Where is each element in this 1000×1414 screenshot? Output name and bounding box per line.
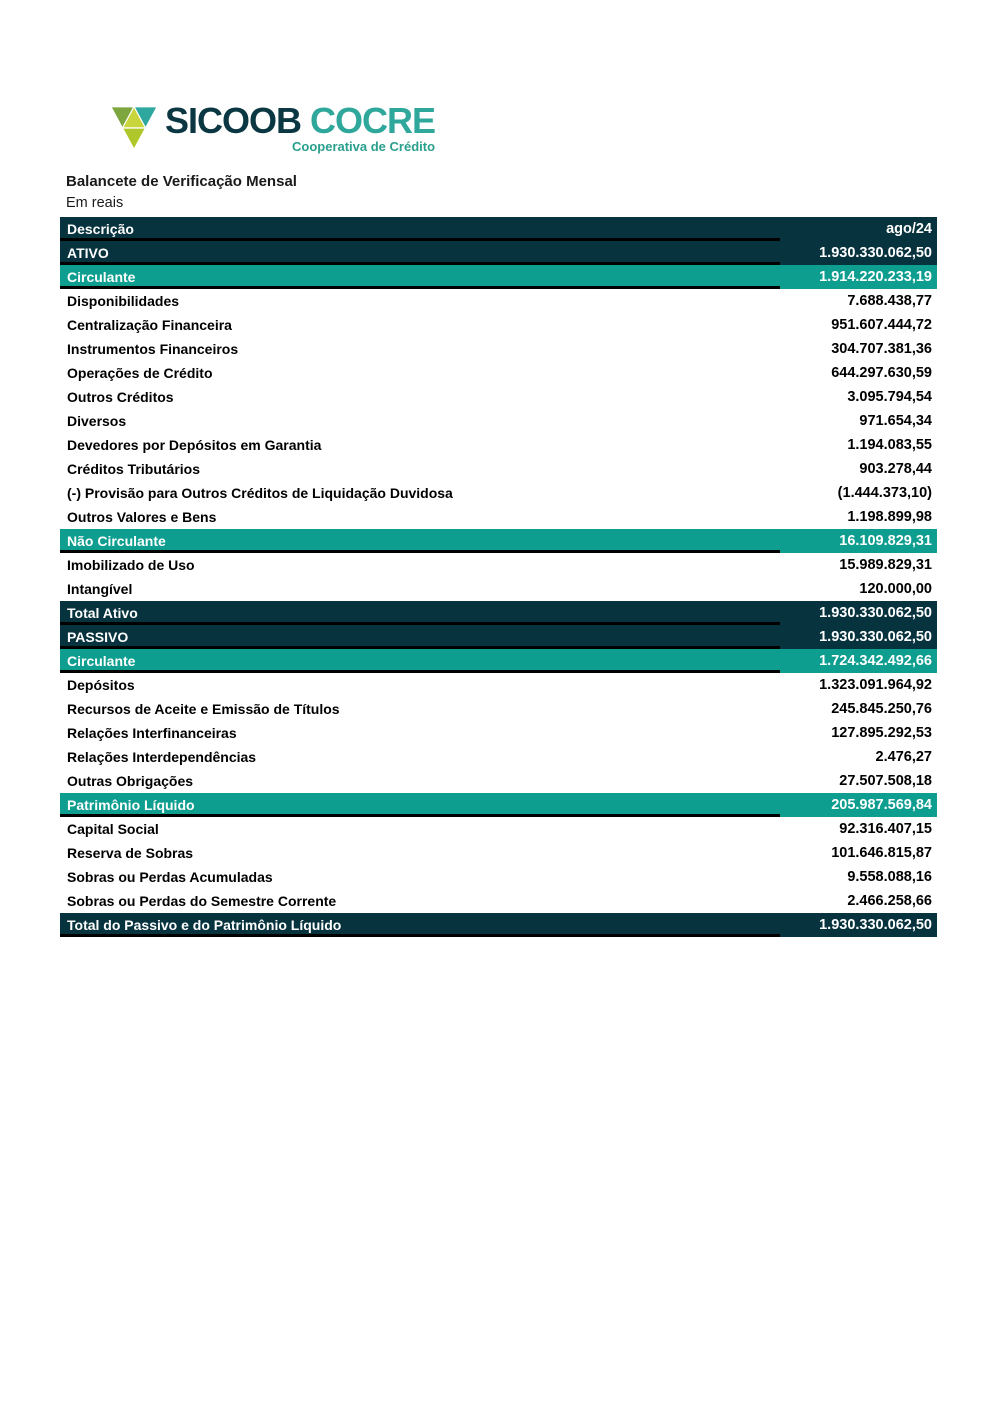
- table-row: [60, 457, 937, 481]
- row-label: Devedores por Depósitos em Garantia: [67, 437, 322, 453]
- row-value: 1.914.220.233,19: [819, 269, 932, 285]
- table-row: [60, 481, 937, 505]
- row-value: 27.507.508,18: [839, 773, 932, 789]
- row-value: 127.895.292,53: [831, 725, 932, 741]
- row-label: ATIVO: [60, 241, 780, 265]
- row-label: Outros Créditos: [67, 389, 174, 405]
- row-value: 1.194.083,55: [847, 437, 932, 453]
- row-label: Diversos: [67, 413, 127, 429]
- row-value: 1.930.330.062,50: [819, 629, 932, 645]
- table-row: [60, 601, 937, 625]
- row-value: 304.707.381,36: [831, 341, 932, 357]
- row-value: 1.930.330.062,50: [819, 917, 932, 933]
- row-label: Circulante: [60, 265, 780, 289]
- table-row: [60, 817, 937, 841]
- table-row: [60, 337, 937, 361]
- row-label: Intangível: [67, 581, 133, 597]
- row-value: 120.000,00: [859, 581, 932, 597]
- row-value: 3.095.794,54: [847, 389, 932, 405]
- row-value: 644.297.630,59: [831, 365, 932, 381]
- row-value: 1.930.330.062,50: [819, 245, 932, 261]
- document-title: Balancete de Verificação Mensal: [66, 173, 297, 190]
- table-row: [60, 361, 937, 385]
- row-value: 1.930.330.062,50: [819, 605, 932, 621]
- brand-tagline: Cooperativa de Crédito: [292, 139, 436, 154]
- row-value: 92.316.407,15: [839, 821, 932, 837]
- table-row: [60, 793, 937, 817]
- row-label: Imobilizado de Uso: [67, 557, 195, 573]
- brand-name-primary: SICOOB: [165, 100, 302, 141]
- balance-table: [60, 217, 937, 937]
- table-row: [60, 721, 937, 745]
- table-row: [60, 529, 937, 553]
- brand-name-secondary: COCRE: [310, 100, 436, 141]
- row-label: Instrumentos Financeiros: [67, 341, 239, 357]
- table-row: [60, 913, 937, 937]
- row-value: 7.688.438,77: [847, 293, 932, 309]
- table-row: [60, 649, 937, 673]
- header-period-cell: ago/24: [886, 221, 932, 237]
- row-value: 1.198.899,98: [847, 509, 932, 525]
- row-label: Total Ativo: [60, 601, 780, 625]
- row-value: 951.607.444,72: [831, 317, 932, 333]
- row-label: Outros Valores e Bens: [67, 509, 217, 525]
- row-label: Outras Obrigações: [67, 773, 194, 789]
- table-row: [60, 265, 937, 289]
- row-label: Créditos Tributários: [67, 461, 201, 477]
- table-row: [60, 889, 937, 913]
- table-row: [60, 625, 937, 649]
- row-value: 101.646.815,87: [831, 845, 932, 861]
- table-row: [60, 241, 937, 265]
- table-row: [60, 769, 937, 793]
- row-value: 1.323.091.964,92: [819, 677, 932, 693]
- document-unit-note: Em reais: [66, 195, 124, 211]
- row-label: Relações Interdependências: [67, 749, 257, 765]
- balance-table-rows: [60, 241, 937, 937]
- row-value: 971.654,34: [859, 413, 932, 429]
- row-label: Sobras ou Perdas do Semestre Corrente: [67, 893, 337, 909]
- row-label: Não Circulante: [60, 529, 780, 553]
- logo-text: [165, 100, 436, 154]
- row-value: 9.558.088,16: [847, 869, 932, 885]
- row-label: (-) Provisão para Outros Créditos de Liquidação Duvidosa: [67, 485, 453, 501]
- table-row: [60, 289, 937, 313]
- row-label: Operações de Crédito: [67, 365, 213, 381]
- row-value: 15.989.829,31: [839, 557, 932, 573]
- table-row: [60, 697, 937, 721]
- row-label: Sobras ou Perdas Acumuladas: [67, 869, 273, 885]
- row-value: 2.466.258,66: [847, 893, 932, 909]
- row-label: Relações Interfinanceiras: [67, 725, 237, 741]
- row-value: 205.987.569,84: [831, 797, 932, 813]
- table-row: [60, 841, 937, 865]
- sicoob-triangles-icon: [110, 105, 158, 151]
- row-label: Reserva de Sobras: [67, 845, 194, 861]
- row-value: 903.278,44: [859, 461, 932, 477]
- table-row: [60, 673, 937, 697]
- row-value: 16.109.829,31: [839, 533, 932, 549]
- table-header-row: [60, 217, 937, 241]
- table-row: [60, 577, 937, 601]
- row-label: Total do Passivo e do Patrimônio Líquido: [60, 913, 780, 937]
- row-label: Patrimônio Líquido: [60, 793, 780, 817]
- table-row: [60, 409, 937, 433]
- table-row: [60, 313, 937, 337]
- table-row: [60, 385, 937, 409]
- header-description-cell: Descrição: [60, 217, 780, 241]
- row-label: Circulante: [60, 649, 780, 673]
- row-label: Disponibilidades: [67, 293, 180, 309]
- row-label: Recursos de Aceite e Emissão de Títulos: [67, 701, 340, 717]
- table-row: [60, 865, 937, 889]
- table-row: [60, 745, 937, 769]
- row-value: 245.845.250,76: [831, 701, 932, 717]
- row-label: Centralização Financeira: [67, 317, 232, 333]
- table-row: [60, 505, 937, 529]
- table-row: [60, 433, 937, 457]
- row-value: 2.476,27: [875, 749, 932, 765]
- table-row: [60, 553, 937, 577]
- row-label: Depósitos: [67, 677, 135, 693]
- row-label: Capital Social: [67, 821, 159, 837]
- sicoob-cocre-logo: [110, 100, 436, 154]
- row-value: (1.444.373,10): [837, 485, 932, 501]
- row-label: PASSIVO: [60, 625, 780, 649]
- row-value: 1.724.342.492,66: [819, 653, 932, 669]
